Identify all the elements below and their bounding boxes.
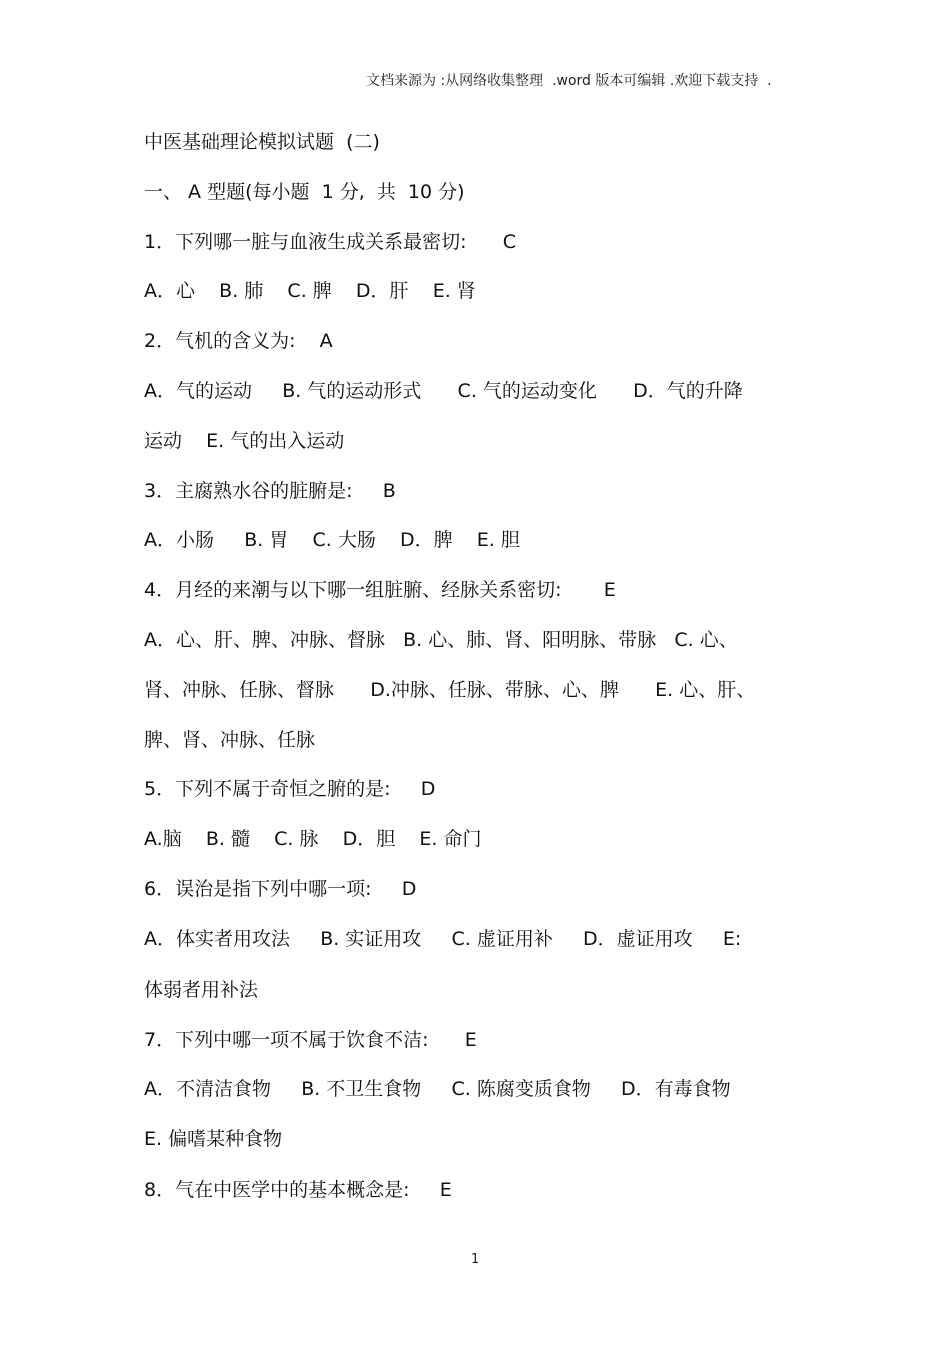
page-header: 文档来源为 :从网络收集整理 .word 版本可编辑 .欢迎下载支持 .: [366, 73, 772, 89]
question-4: 4．月经的来潮与以下哪一组脏腑、经脉关系密切: E: [144, 579, 616, 601]
question-3-options: A．小肠 B. 胃 C. 大肠 D．脾 E. 胆: [144, 529, 520, 551]
question-2-options-cont: 运动 E. 气的出入运动: [144, 430, 345, 452]
question-1-options: A．心 B. 肺 C. 脾 D．肝 E. 肾: [144, 280, 476, 302]
question-6-options: A．体实者用攻法 B. 实证用攻 C. 虚证用补 D．虚证用攻 E:: [144, 928, 742, 950]
question-7-options: A．不清洁食物 B. 不卫生食物 C. 陈腐变质食物 D．有毒食物: [144, 1078, 731, 1100]
question-5: 5．下列不属于奇恒之腑的是: D: [144, 778, 436, 800]
question-4-options: A．心、肝、脾、冲脉、督脉 B. 心、肺、肾、阳明脉、带脉 C. 心、: [144, 629, 738, 651]
question-6: 6．误治是指下列中哪一项: D: [144, 878, 417, 900]
question-6-options-cont: 体弱者用补法: [144, 979, 259, 1001]
question-7-options-cont: E. 偏嗜某种食物: [144, 1128, 283, 1150]
question-3: 3．主腐熟水谷的脏腑是: B: [144, 480, 396, 502]
question-5-options: A.脑 B. 髓 C. 脉 D．胆 E. 命门: [144, 828, 482, 850]
question-7: 7．下列中哪一项不属于饮食不洁: E: [144, 1029, 477, 1051]
question-2: 2．气机的含义为: A: [144, 330, 333, 352]
section-heading: 一、 A 型题(每小题 1 分, 共 10 分): [144, 181, 465, 203]
question-4-options-cont: 肾、冲脉、任脉、督脉 D.冲脉、任脉、带脉、心、脾 E. 心、肝、: [144, 679, 756, 701]
question-4-options-cont2: 脾、肾、冲脉、任脉: [144, 729, 316, 751]
page-number: 1: [471, 1252, 480, 1267]
question-1: 1．下列哪一脏与血液生成关系最密切: C: [144, 231, 516, 253]
document-title: 中医基础理论模拟试题 (二): [144, 131, 380, 153]
question-2-options: A．气的运动 B. 气的运动形式 C. 气的运动变化 D．气的升降: [144, 380, 743, 402]
question-8: 8．气在中医学中的基本概念是: E: [144, 1179, 452, 1201]
